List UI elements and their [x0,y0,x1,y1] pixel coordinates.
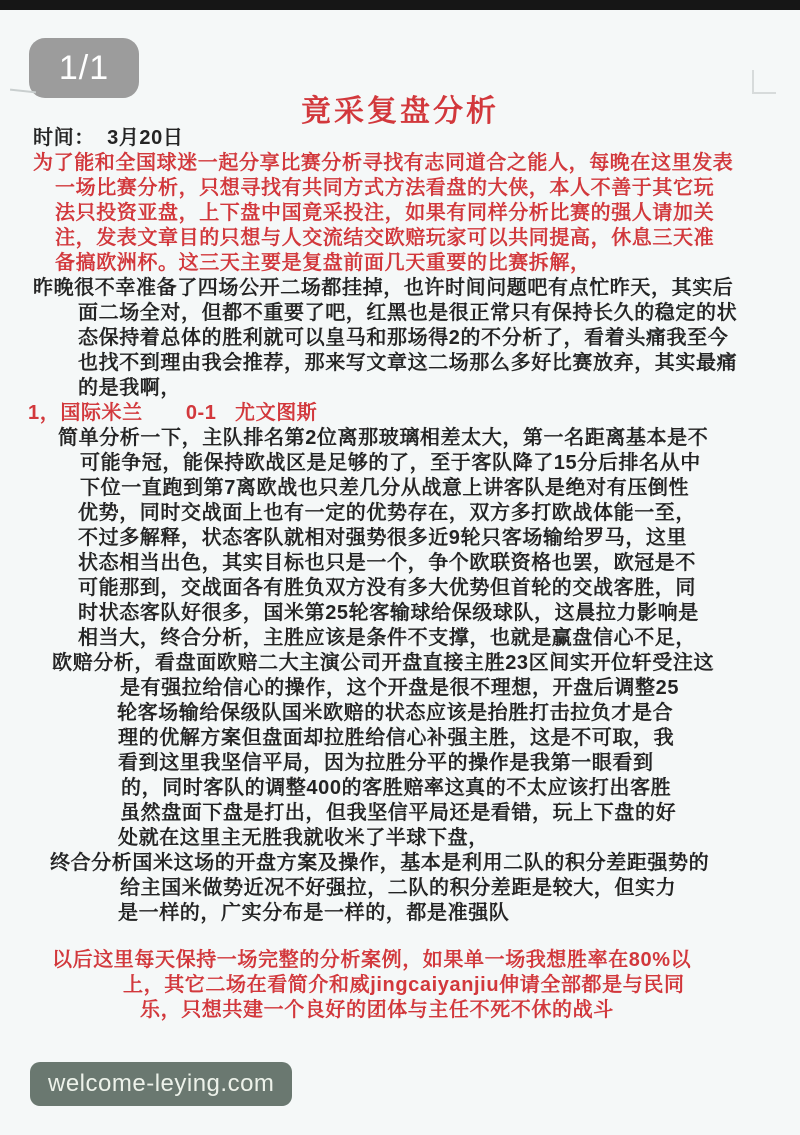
text-line: 1，国际米兰 0-1 尤文图斯 [28,402,318,424]
text-line: 欧赔分析，看盘面欧赔二大主演公司开盘直接主胜23区间实开位轩受注这 [52,652,715,674]
text-line: 上，其它二场在看简介和威jingcaiyanjiu伸请全部都是与民同 [123,974,685,996]
text-line: 终合分析国米这场的开盘方案及操作，基本是利用二队的积分差距强势的 [50,852,710,874]
text-line: 也找不到理由我会推荐，那来写文章这二场那么多好比赛放弃，其实最痛 [78,352,738,374]
text-line: 为了能和全国球迷一起分享比赛分析寻找有志同道合之能人，每晚在这里发表 [33,152,734,174]
text-line: 以后这里每天保持一场完整的分析案例，如果单一场我想胜率在80%以 [52,949,692,971]
text-line: 轮客场输给保级队国米欧赔的状态应该是抬胜打击拉负才是合 [117,702,674,724]
watermark-badge: welcome-leying.com [30,1062,292,1106]
block-intro-red [0,151,800,276]
block-closing-red [0,948,800,1023]
text-line: 理的优解方案但盘面却拉胜给信心补强主胜，这是不可取，我 [118,727,675,749]
text-line: 乐，只想共建一个良好的团体与主任不死不休的战斗 [140,999,614,1021]
text-line: 时间： 3月20日 [33,127,184,149]
document-body [0,126,800,1023]
text-line: 看到这里我坚信平局，因为拉胜分平的操作是我第一眼看到 [118,752,654,774]
block-meta [0,126,800,151]
text-line: 相当大，终合分析，主胜应该是条件不支撑，也就是赢盘信心不足， [78,627,696,649]
text-line: 态保持着总体的胜利就可以皇马和那场得2的不分析了，看着头痛我至今 [78,327,729,349]
text-line: 的是我啊， [78,377,181,399]
top-black-bar [0,0,800,10]
text-line: 注，发表文章目的只想与人交流结交欧赔玩家可以共同提高，休息三天准 [55,227,715,249]
text-line: 处就在这里主无胜我就收米了半球下盘， [118,827,489,849]
text-line: 下位一直跑到第7离欧战也只差几分从战意上讲客队是绝对有压倒性 [80,477,690,499]
text-line: 优势，同时交战面上也有一定的优势存在，双方多打欧战体能一至， [78,502,696,524]
document-title: 竟采复盘分析 [301,95,499,128]
text-line: 状态相当出色，其实目标也只是一个，争个欧联资格也罢，欧冠是不 [78,552,696,574]
text-line: 备搞欧洲杯。这三天主要是复盘前面几天重要的比赛拆解， [55,252,591,274]
page-indicator-badge: 1/1 [29,38,139,98]
text-line: 一场比赛分析，只想寻找有共同方式方法看盘的大侠，本人不善于其它玩 [55,177,715,199]
text-line: 时状态客队好很多，国米第25轮客输球给保级球队，这晨拉力影响是 [78,602,699,624]
text-line: 给主国米做势近况不好强拉，二队的积分差距是较大，但实力 [120,877,677,899]
text-line: 的，同时客队的调整400的客胜赔率这真的不太应该打出客胜 [121,777,672,799]
text-line: 虽然盘面下盘是打出，但我坚信平局还是看错，玩上下盘的好 [120,802,677,824]
text-line: 可能争冠，能保持欧战区是足够的了，至于客队降了15分后排名从中 [80,452,701,474]
block-match-heading [0,401,800,426]
text-line: 法只投资亚盘，上下盘中国竟采投注，如果有同样分析比赛的强人请加关 [55,202,715,224]
text-line: 是一样的，广实分布是一样的，都是准强队 [118,902,510,924]
text-line: 可能那到，交战面各有胜负双方没有多大优势但首轮的交战客胜，同 [78,577,696,599]
block-match-analysis [0,426,800,926]
text-line: 简单分析一下，主队排名第2位离那玻璃相差太大，第一名距离基本是不 [58,427,709,449]
text-line: 昨晚很不幸准备了四场公开二场都挂掉，也许时间问题吧有点忙昨天，其实后 [33,277,734,299]
text-line: 面二场全对，但都不重要了吧，红黑也是很正常只有保持长久的稳定的状 [78,302,738,324]
block-recap [0,276,800,401]
text-line: 是有强拉给信心的操作，这个开盘是很不理想，开盘后调整25 [120,677,680,699]
text-line: 不过多解释，状态客队就相对强势很多近9轮只客场输给罗马，这里 [78,527,688,549]
